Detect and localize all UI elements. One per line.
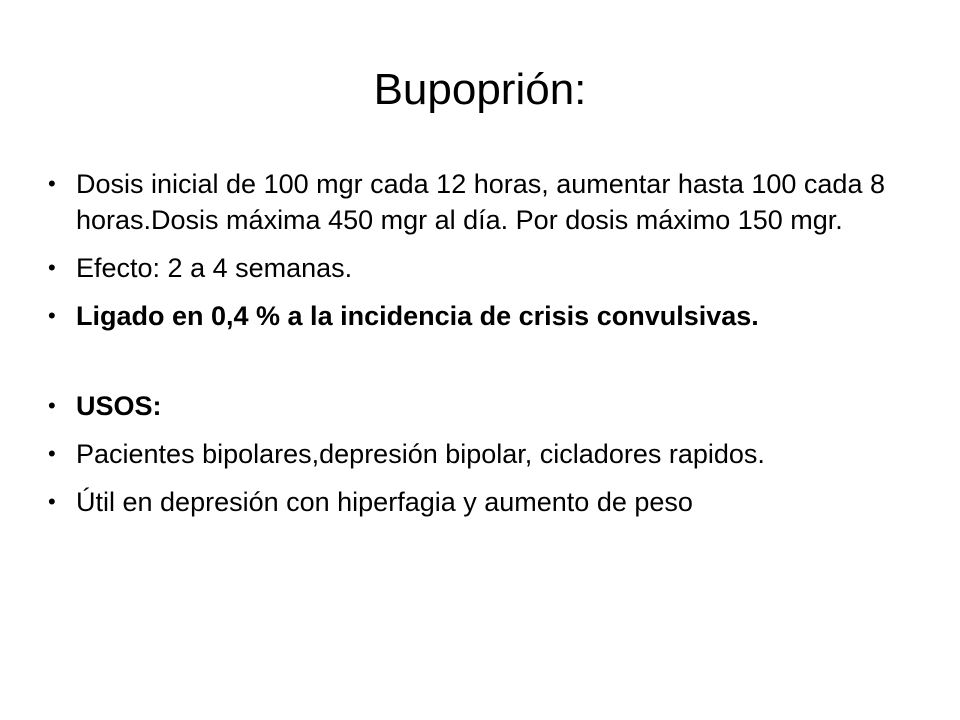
bullet-item-ligado [48, 298, 898, 334]
bullet-spacer [48, 346, 898, 388]
bullet-item-dosis [48, 166, 898, 238]
bullet-item-efecto [48, 250, 898, 286]
bullet-icon: • [48, 489, 56, 514]
bullet-text: Útil en depresión con hiperfagia y aumento de peso [76, 487, 693, 517]
slide-title: Bupoprión: [373, 65, 587, 114]
bullet-icon: • [48, 441, 56, 466]
bullet-list [48, 166, 898, 532]
bullet-text: Pacientes bipolares,depresión bipolar, cicladores rapidos. [76, 439, 765, 469]
bullet-text: Dosis inicial de 100 mgr cada 12 horas, aumentar hasta 100 cada 8 horas.Dosis máxima 450 mgr al día. Por dosis máximo 150 mgr. [76, 169, 885, 235]
bullet-icon: • [48, 171, 56, 196]
bullet-item-pacientes [48, 436, 898, 472]
bullet-icon: • [48, 393, 56, 418]
bullet-item-usos [48, 388, 898, 424]
bullet-icon: • [48, 303, 56, 328]
bullet-text: Ligado en 0,4 % a la incidencia de crisis convulsivas. [76, 301, 759, 331]
bullet-text: Efecto: 2 a 4 semanas. [76, 253, 353, 283]
bullet-text: USOS: [76, 391, 162, 421]
bullet-item-util [48, 484, 898, 520]
bullet-icon: • [48, 255, 56, 280]
